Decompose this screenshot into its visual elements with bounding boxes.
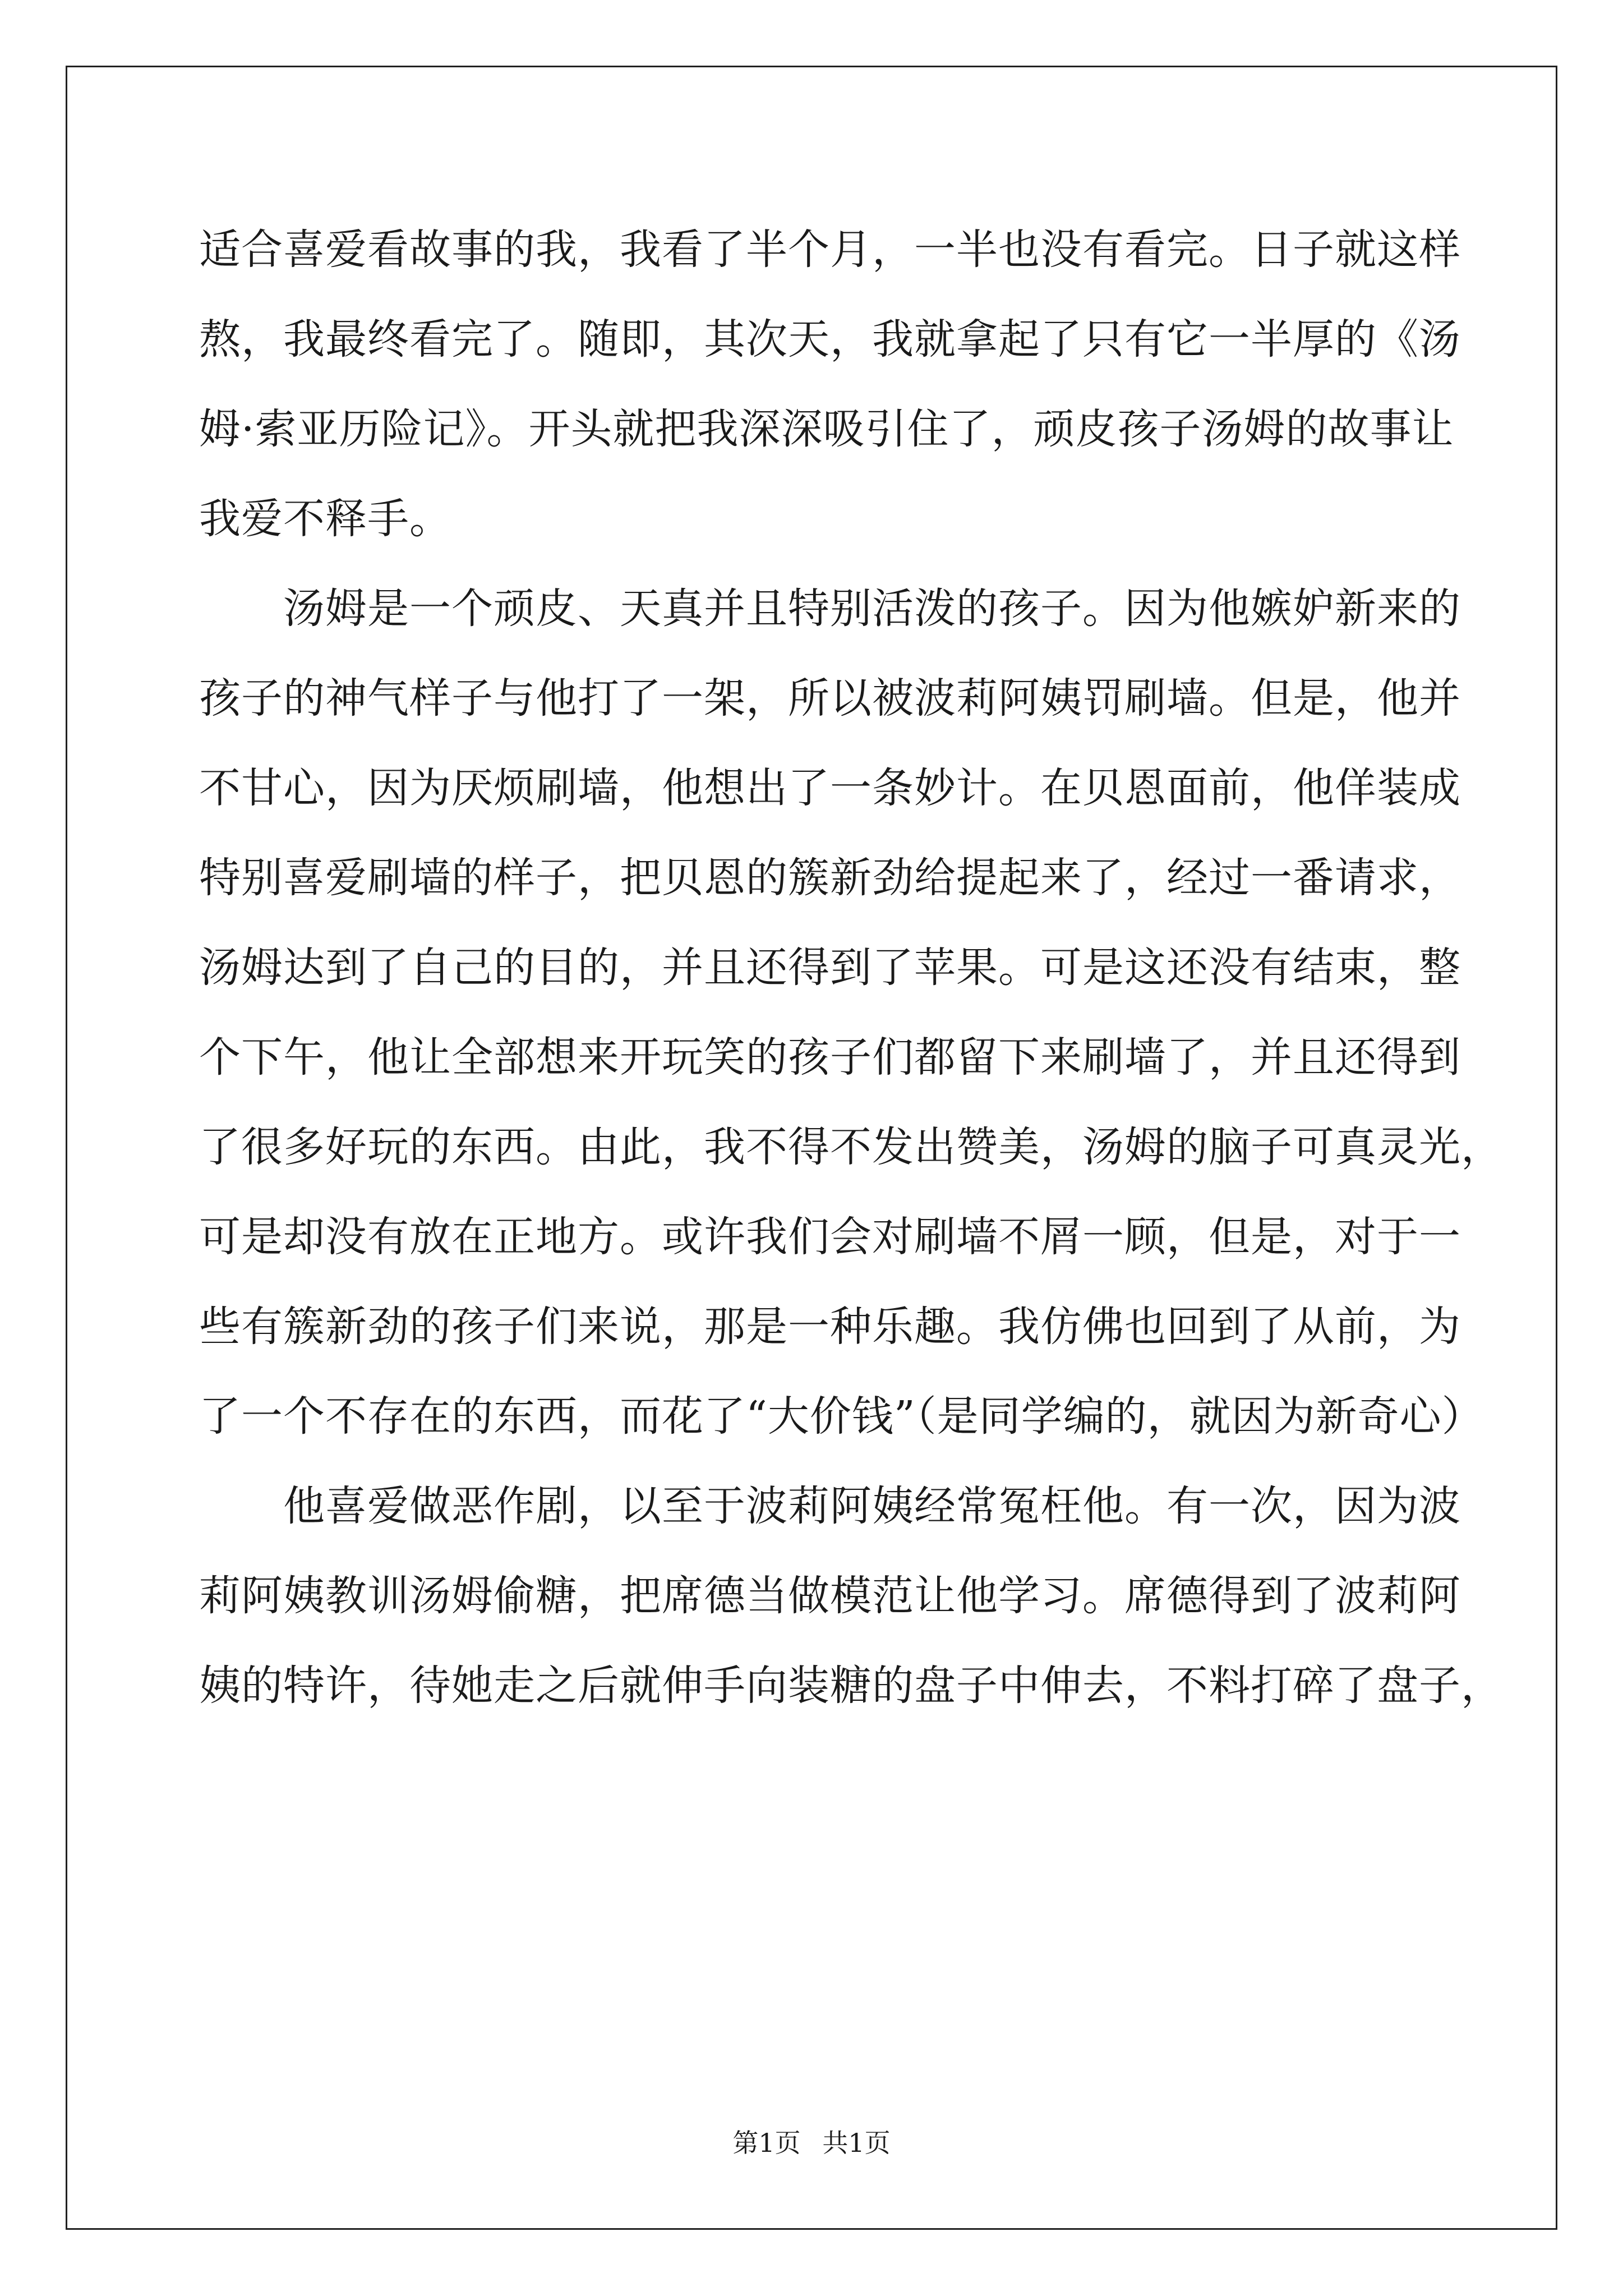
text-line: 汤姆达到了自己的目的，并且还得到了苹果。可是这还没有结束，整 [199, 944, 1461, 992]
text-line: 汤姆是一个顽皮、天真并且特别活泼的孩子。因为他嫉妒新来的 [283, 585, 1461, 633]
text-line: 了一个不存在的东西，而花了“大价钱”（是同学编的，就因为新奇心） [199, 1392, 1484, 1441]
text-line: 适合喜爱看故事的我，我看了半个月，一半也没有看完。日子就这样 [199, 226, 1461, 274]
text-line: 了很多好玩的东西。由此，我不得不发出赞美，汤姆的脑子可真灵光， [199, 1123, 1503, 1171]
text-line: 熬，我最终看完了。随即，其次天，我就拿起了只有它一半厚的《汤 [199, 315, 1461, 364]
text-line: 莉阿姨教训汤姆偷糖，把席德当做模范让他学习。席德得到了波莉阿 [199, 1572, 1461, 1620]
text-line: 他喜爱做恶作剧，以至于波莉阿姨经常冤枉他。有一次，因为波 [283, 1482, 1461, 1530]
text-line: 我爱不释手。 [199, 495, 451, 543]
page-total: 共1页 [822, 2128, 891, 2158]
page-number: 第1页 [732, 2128, 801, 2158]
text-line: 孩子的神气样子与他打了一架，所以被波莉阿姨罚刷墙。但是，他并 [199, 674, 1461, 723]
text-line: 姆·索亚历险记》。开头就把我深深吸引住了，顽皮孩子汤姆的故事让 [199, 405, 1454, 453]
text-line: 不甘心，因为厌烦刷墙，他想出了一条妙计。在贝恩面前，他佯装成 [199, 764, 1461, 812]
text-line: 姨的特许，待她走之后就伸手向装糖的盘子中伸去，不料打碎了盘子， [199, 1662, 1503, 1710]
document-body [199, 205, 1503, 1731]
text-line: 特别喜爱刷墙的样子，把贝恩的簇新劲给提起来了，经过一番请求， [199, 854, 1461, 902]
text-line: 个下午，他让全部想来开玩笑的孩子们都留下来刷墙了，并且还得到 [199, 1033, 1461, 1082]
text-line: 些有簇新劲的孩子们来说，那是一种乐趣。我仿佛也回到了从前，为 [199, 1303, 1461, 1351]
page-footer [0, 2126, 1623, 2160]
text-line: 可是却没有放在正地方。或许我们会对刷墙不屑一顾，但是，对于一 [199, 1213, 1461, 1261]
